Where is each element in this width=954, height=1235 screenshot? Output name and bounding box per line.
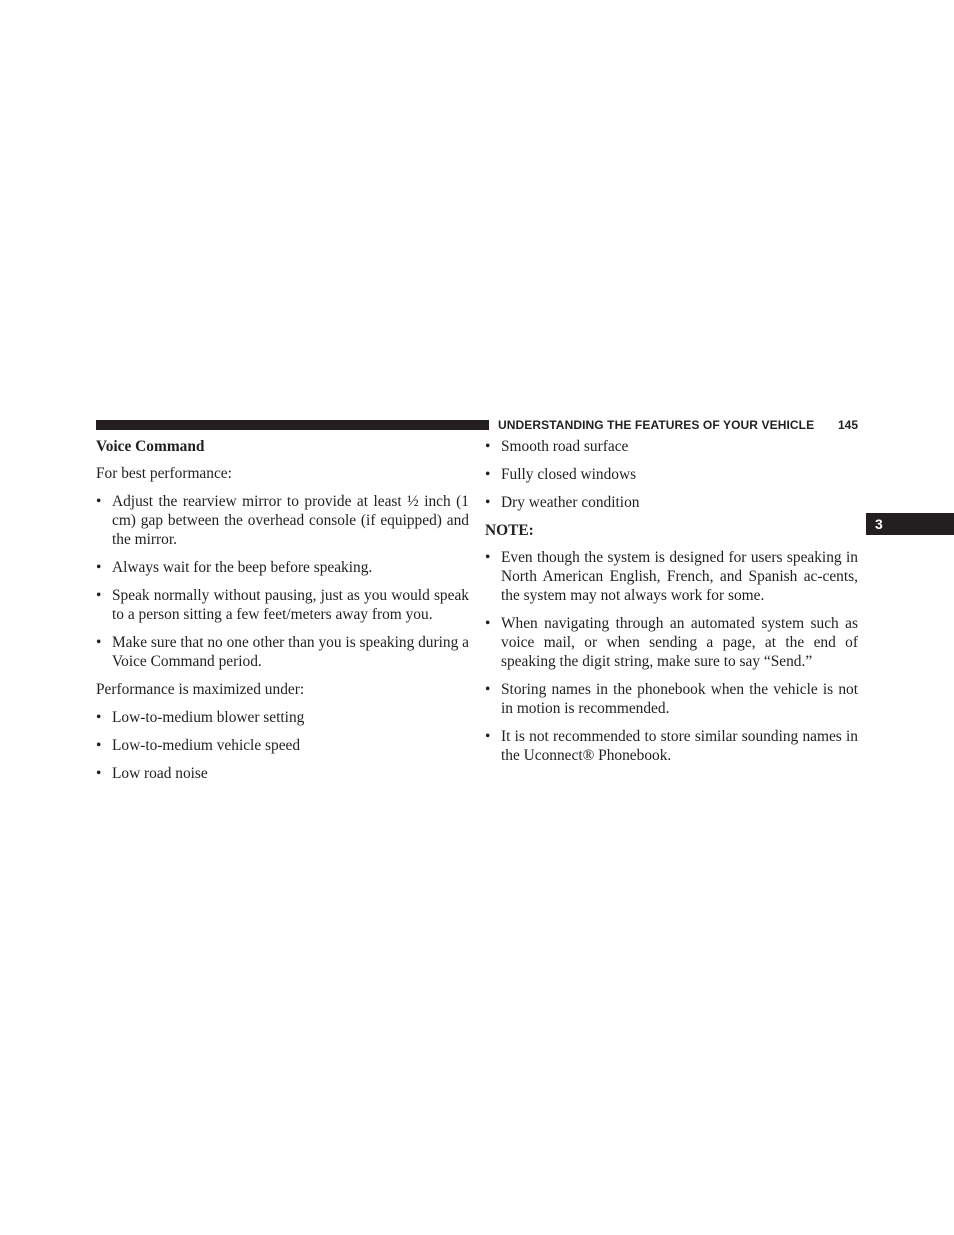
chapter-tab (866, 513, 954, 535)
list-item-text: Smooth road surface (501, 438, 629, 455)
list-item (96, 736, 469, 755)
list-item-text: Even though the system is designed for users speaking in North American English, French, and Spanish ac-cents, the system may not always work for some. (501, 549, 858, 604)
bullet-icon: • (96, 709, 102, 726)
list-item (96, 586, 469, 624)
list-item-text: Speak normally without pausing, just as you would speak to a person sitting a few feet/meters away from you. (112, 587, 469, 623)
bullet-icon: • (96, 559, 102, 576)
bullet-icon: • (96, 587, 102, 604)
page-number: 145 (838, 418, 859, 432)
intro-paragraph: For best performance: (96, 465, 232, 482)
conditions-list-continued (485, 437, 858, 512)
performance-tips-list (96, 492, 469, 671)
note-heading: NOTE: (485, 522, 534, 539)
list-item (485, 548, 858, 605)
list-item (485, 437, 858, 456)
left-column (96, 437, 469, 792)
bullet-icon: • (485, 466, 491, 483)
list-item (485, 680, 858, 718)
bullet-icon: • (96, 737, 102, 754)
list-item-text: Adjust the rearview mirror to provide at least ½ inch (1 cm) gap between the overhead console (if equipped) and the mirror. (112, 493, 469, 548)
list-item-text: Dry weather condition (501, 494, 640, 511)
bullet-icon: • (96, 634, 102, 651)
list-item (96, 764, 469, 783)
section-title: UNDERSTANDING THE FEATURES OF YOUR VEHICLE (498, 418, 815, 432)
list-item-text: When navigating through an automated system such as voice mail, or when sending a page, at the end of speaking the digit string, make sure to say “Send.” (501, 615, 858, 670)
list-item-text: Storing names in the phonebook when the vehicle is not in motion is recommended. (501, 681, 858, 717)
list-item-text: Low road noise (112, 765, 208, 782)
bullet-icon: • (96, 493, 102, 510)
list-item-text: Low-to-medium vehicle speed (112, 737, 301, 754)
right-column (485, 437, 858, 774)
list-item-text: Make sure that no one other than you is speaking during a Voice Command period. (112, 634, 469, 670)
list-item-text: Always wait for the beep before speaking. (112, 559, 373, 576)
list-item (96, 558, 469, 577)
list-item (485, 614, 858, 671)
bullet-icon: • (96, 765, 102, 782)
list-item-text: It is not recommended to store similar sounding names in the Uconnect® Phonebook. (501, 728, 858, 764)
list-item (485, 493, 858, 512)
bullet-icon: • (485, 728, 491, 745)
list-item (96, 708, 469, 727)
bullet-icon: • (485, 615, 491, 632)
bullet-icon: • (485, 494, 491, 511)
list-item (485, 727, 858, 765)
conditions-intro: Performance is maximized under: (96, 681, 305, 698)
bullet-icon: • (485, 549, 491, 566)
list-item (485, 465, 858, 484)
list-item (96, 492, 469, 549)
bullet-icon: • (485, 681, 491, 698)
chapter-number: 3 (875, 516, 883, 532)
list-item-text: Fully closed windows (501, 466, 637, 483)
notes-list (485, 548, 858, 765)
header-rule (96, 420, 489, 430)
bullet-icon: • (485, 438, 491, 455)
conditions-list (96, 708, 469, 783)
list-item (96, 633, 469, 671)
section-heading: Voice Command (96, 438, 205, 455)
list-item-text: Low-to-medium blower setting (112, 709, 305, 726)
